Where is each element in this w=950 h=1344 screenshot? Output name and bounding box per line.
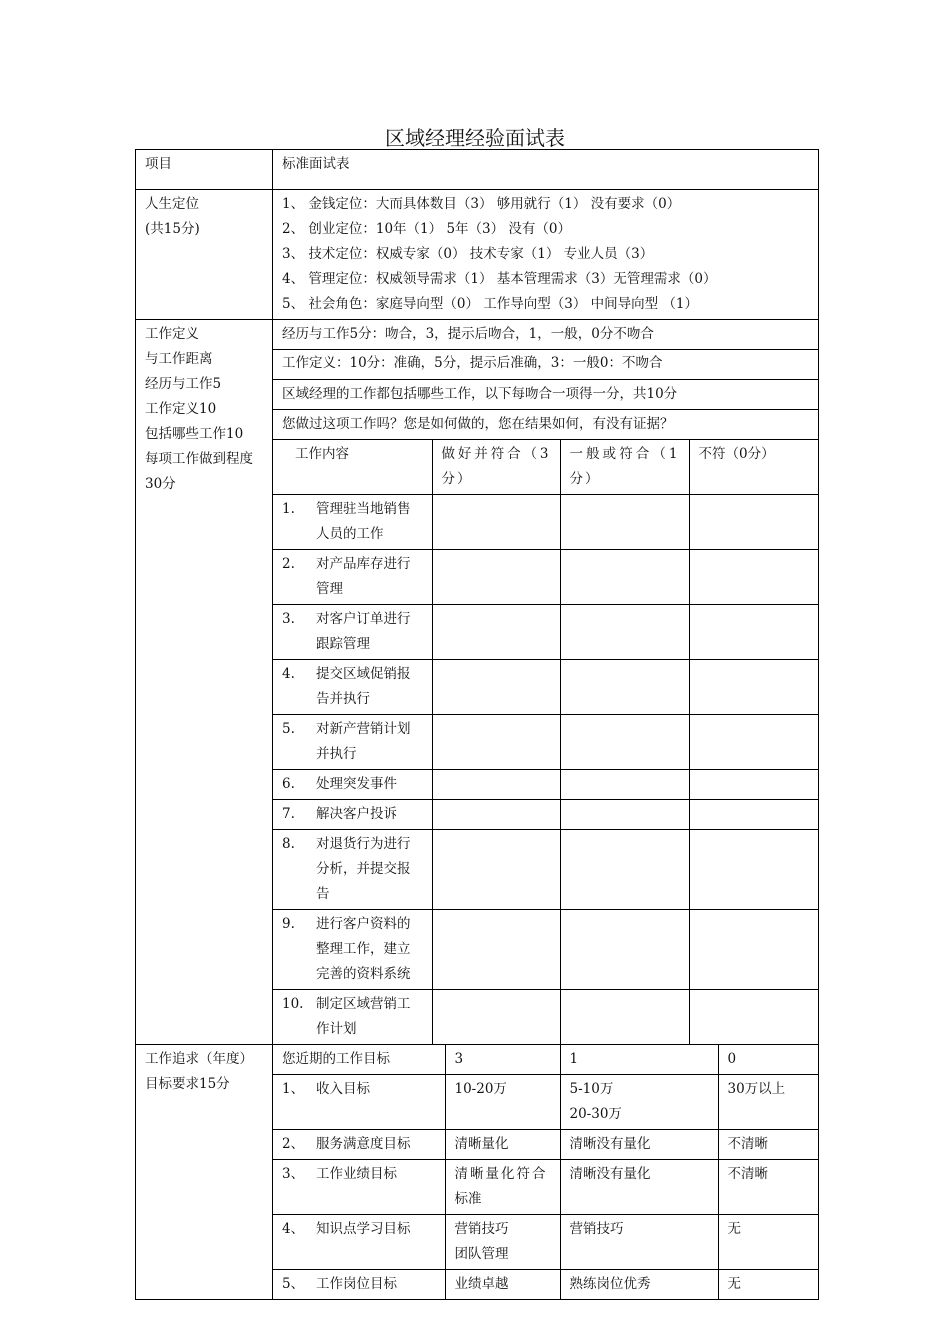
score-cell[interactable]: [689, 660, 818, 715]
goal-score-0: 无: [718, 1270, 818, 1300]
score-cell[interactable]: [689, 605, 818, 660]
goal-score-1: 5-10万 20-30万: [560, 1075, 718, 1130]
goal-score-0: 30万以上: [718, 1075, 818, 1130]
goal-name: 3、 工作业绩目标: [273, 1160, 445, 1215]
score-cell[interactable]: [560, 990, 689, 1045]
goal-name: 5、 工作岗位目标: [273, 1270, 445, 1300]
work-item: 7. 解决客户投诉: [273, 800, 432, 830]
goal-score-3: 业绩卓越: [445, 1270, 560, 1300]
goal-head-target: 您近期的工作目标: [273, 1045, 445, 1075]
score-cell[interactable]: [432, 495, 560, 550]
work-item: 6. 处理突发事件: [273, 770, 432, 800]
score-cell[interactable]: [560, 770, 689, 800]
score-cell[interactable]: [689, 770, 818, 800]
score-cell[interactable]: [689, 830, 818, 910]
work-row-experience: 经历与工作5分：吻合，3，提示后吻合，1，一般，0分不吻合: [273, 320, 818, 350]
work-item: 10. 制定区域营销工 作计划: [273, 990, 432, 1045]
col-fail: 不符（0分）: [689, 440, 818, 495]
work-section: [273, 320, 819, 1045]
goal-section: [273, 1045, 819, 1300]
goal-name: 4、 知识点学习目标: [273, 1215, 445, 1270]
score-cell[interactable]: [689, 495, 818, 550]
goal-label: 工作追求（年度） 目标要求15分: [136, 1045, 273, 1300]
score-cell[interactable]: [689, 715, 818, 770]
work-item: 3. 对客户订单进行 跟踪管理: [273, 605, 432, 660]
life-line: 4、 管理定位：权威领导需求（1） 基本管理需求（3）无管理需求（0）: [282, 271, 717, 287]
score-cell[interactable]: [689, 800, 818, 830]
goal-score-0: 不清晰: [718, 1160, 818, 1215]
goal-score-1: 营销技巧: [560, 1215, 718, 1270]
score-cell[interactable]: [560, 910, 689, 990]
goal-head-3: 3: [445, 1045, 560, 1075]
score-cell[interactable]: [560, 715, 689, 770]
work-row-scope: 区域经理的工作都包括哪些工作，以下每吻合一项得一分，共10分: [273, 380, 818, 410]
life-line: 2、 创业定位：10年（1） 5年（3） 没有（0）: [282, 221, 571, 237]
score-cell[interactable]: [432, 990, 560, 1045]
score-cell[interactable]: [432, 910, 560, 990]
score-cell[interactable]: [689, 990, 818, 1045]
header-item: 项目: [136, 150, 273, 190]
col-general: 一般或符合（1分）: [560, 440, 689, 495]
goal-name: 2、 服务满意度目标: [273, 1130, 445, 1160]
work-item: 8. 对退货行为进行 分析，并提交报 告: [273, 830, 432, 910]
work-row-question: 您做过这项工作吗？您是如何做的，您在结果如何，有没有证据？: [273, 410, 818, 440]
goal-head-0: 0: [718, 1045, 818, 1075]
score-cell[interactable]: [560, 660, 689, 715]
goal-score-1: 清晰没有量化: [560, 1160, 718, 1215]
col-good: 做好并符合（3分）: [432, 440, 560, 495]
goal-score-3: 清晰量化: [445, 1130, 560, 1160]
score-cell[interactable]: [560, 495, 689, 550]
life-label: 人生定位 (共15分): [136, 190, 273, 320]
col-work-content: 工作内容: [273, 440, 432, 495]
score-cell[interactable]: [432, 605, 560, 660]
score-cell[interactable]: [560, 605, 689, 660]
interview-table: [135, 149, 819, 1300]
goal-score-3: 清晰量化符合 标准: [445, 1160, 560, 1215]
life-criteria: [273, 190, 819, 320]
score-cell[interactable]: [432, 800, 560, 830]
goal-score-1: 熟练岗位优秀: [560, 1270, 718, 1300]
goal-head-1: 1: [560, 1045, 718, 1075]
score-cell[interactable]: [560, 830, 689, 910]
life-line: 3、 技术定位：权威专家（0） 技术专家（1） 专业人员（3）: [282, 246, 654, 262]
page-title: 区域经理经验面试表: [385, 126, 565, 150]
life-line: 1、 金钱定位：大而具体数目（3） 够用就行（1） 没有要求（0）: [282, 196, 681, 212]
goal-score-1: 清晰没有量化: [560, 1130, 718, 1160]
goal-name: 1、 收入目标: [273, 1075, 445, 1130]
work-item: 9. 进行客户资料的 整理工作，建立 完善的资料系统: [273, 910, 432, 990]
score-cell[interactable]: [689, 910, 818, 990]
work-label: 工作定义 与工作距离 经历与工作5 工作定义10 包括哪些工作10 每项工作做到程度 30分: [136, 320, 273, 1045]
goal-score-0: 无: [718, 1215, 818, 1270]
work-item: 5. 对新产营销计划 并执行: [273, 715, 432, 770]
score-cell[interactable]: [560, 550, 689, 605]
score-cell[interactable]: [432, 830, 560, 910]
goal-score-3: 10-20万: [445, 1075, 560, 1130]
work-item: 4. 提交区域促销报 告并执行: [273, 660, 432, 715]
score-cell[interactable]: [432, 715, 560, 770]
work-item: 2. 对产品库存进行 管理: [273, 550, 432, 605]
work-item: 1. 管理驻当地销售 人员的工作: [273, 495, 432, 550]
score-cell[interactable]: [560, 800, 689, 830]
life-line: 5、 社会角色：家庭导向型（0） 工作导向型（3） 中间导向型 （1）: [282, 296, 699, 312]
score-cell[interactable]: [432, 550, 560, 605]
work-row-definition: 工作定义：10分：准确，5分，提示后准确，3：一般0：不吻合: [273, 350, 818, 380]
score-cell[interactable]: [432, 770, 560, 800]
goal-score-0: 不清晰: [718, 1130, 818, 1160]
score-cell[interactable]: [689, 550, 818, 605]
score-cell[interactable]: [432, 660, 560, 715]
header-standard: 标准面试表: [273, 150, 819, 190]
goal-score-3: 营销技巧 团队管理: [445, 1215, 560, 1270]
